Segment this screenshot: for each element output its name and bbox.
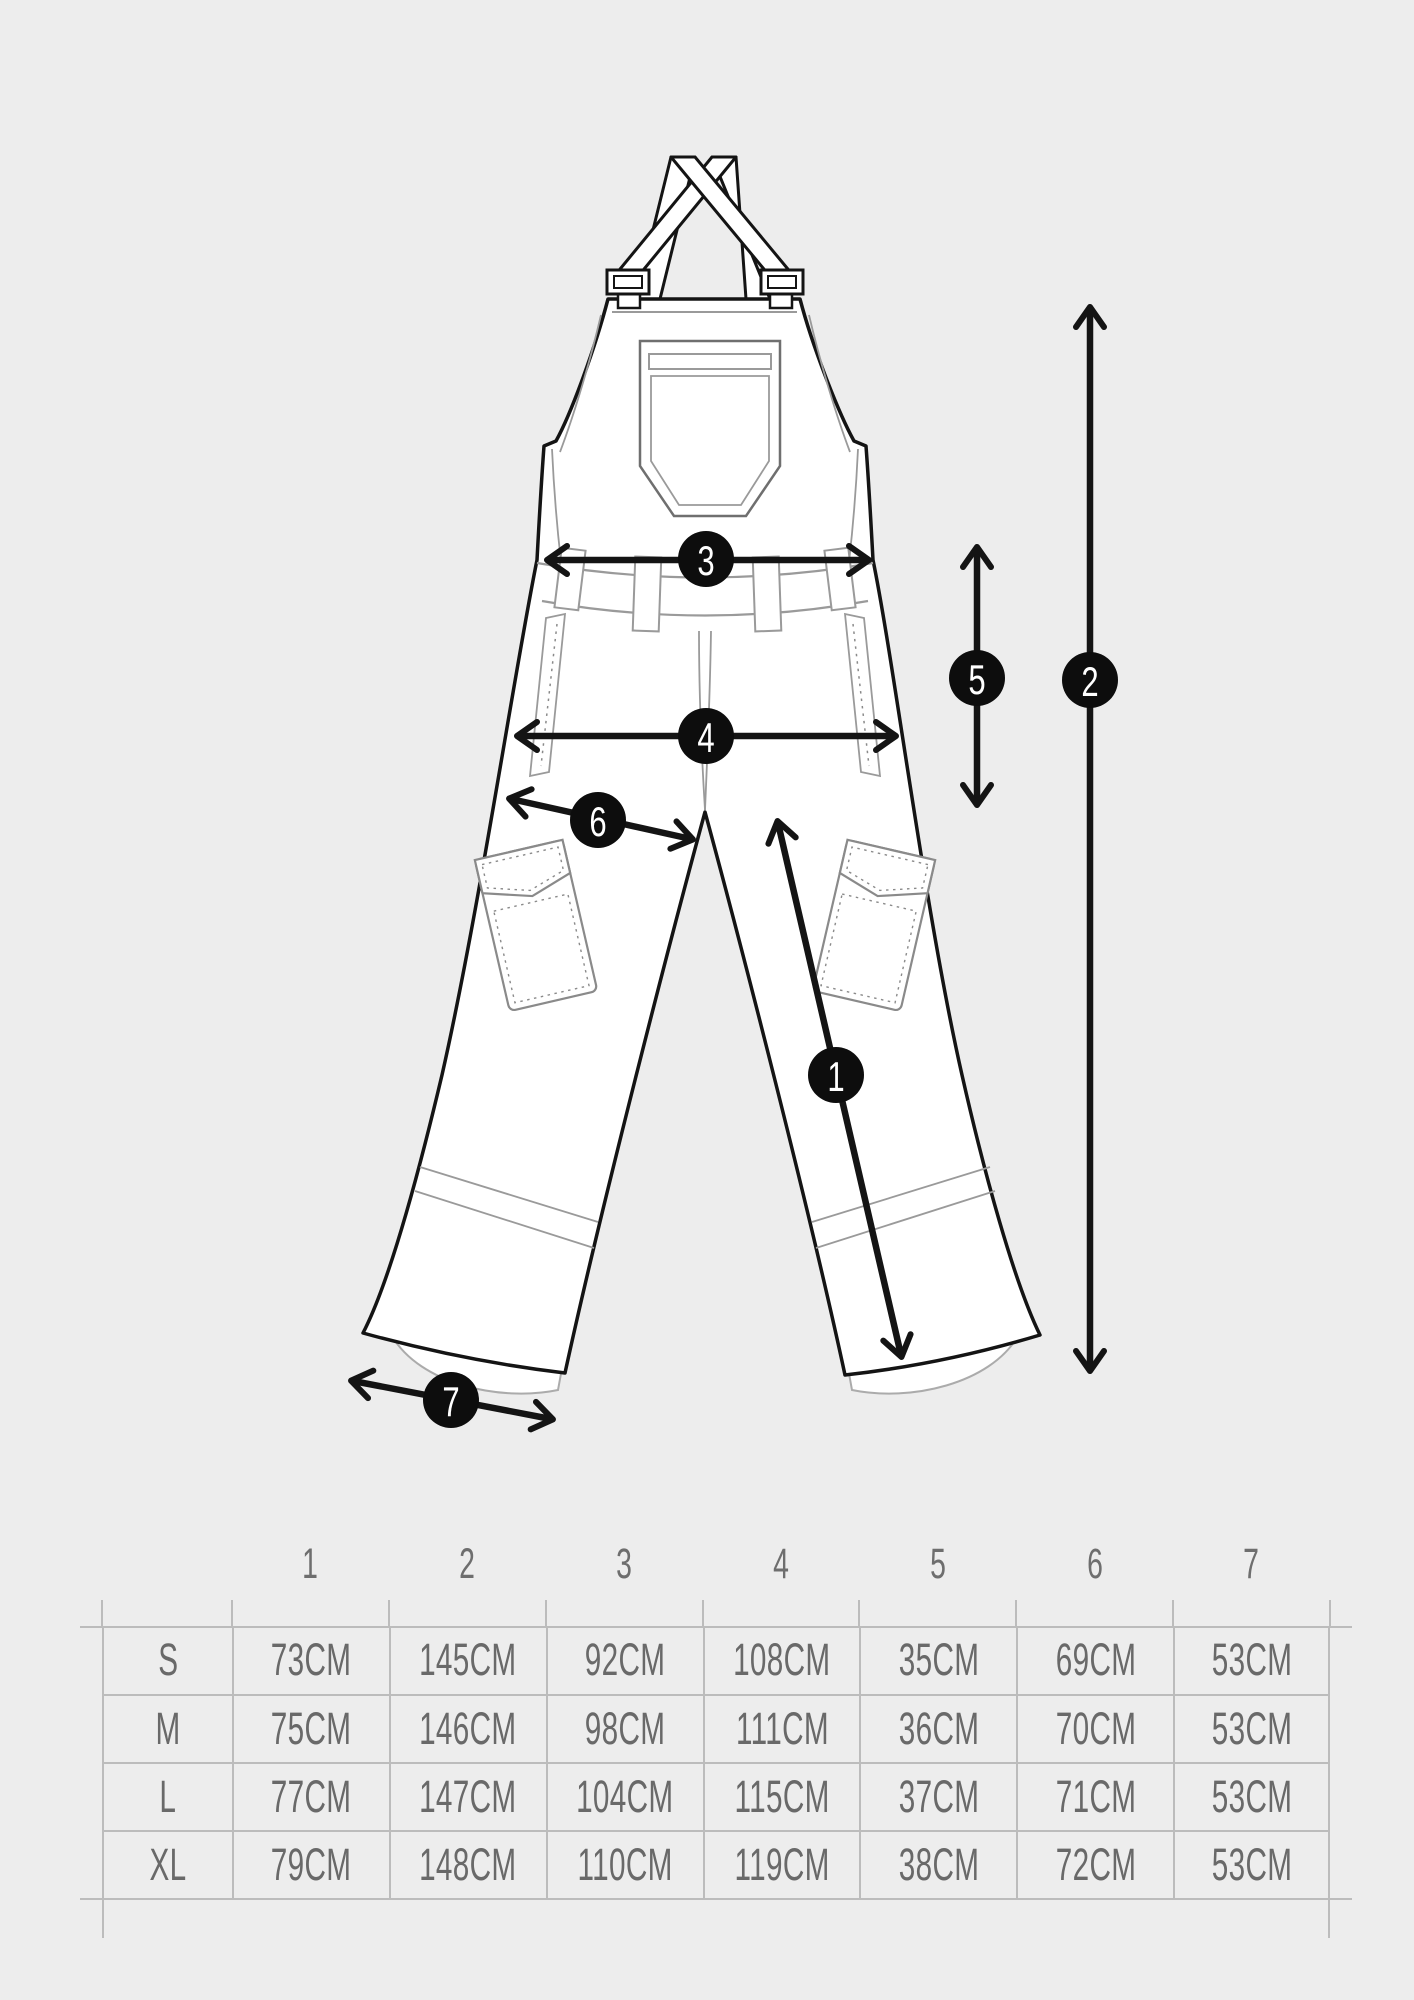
table-header-cell: [232, 1520, 389, 1626]
measurement-cell: [1173, 1762, 1330, 1830]
measurement-cell: [546, 1762, 703, 1830]
measurement-cell: [1016, 1626, 1173, 1694]
measurement-cell: [232, 1762, 389, 1830]
measurement-value: 108CM: [733, 1634, 831, 1685]
measurement-value: 53CM: [1211, 1771, 1292, 1822]
measurement-value: 79CM: [271, 1839, 352, 1890]
measurement-value: 73CM: [271, 1634, 352, 1685]
table-header-cell: [102, 1520, 232, 1626]
size-label-cell: [102, 1830, 232, 1898]
measurement-value: 53CM: [1211, 1839, 1292, 1890]
measurement-value: 92CM: [584, 1634, 666, 1685]
callout-badge-5: [949, 650, 1005, 706]
size-label: XL: [149, 1839, 187, 1890]
table-header-cell: [859, 1520, 1016, 1626]
measurement-cell: [859, 1830, 1016, 1898]
measurement-value: 147CM: [419, 1771, 517, 1822]
table-header-label: 3: [616, 1539, 633, 1588]
measurement-cell: [1016, 1762, 1173, 1830]
measurement-cell: [546, 1626, 703, 1694]
table-header-cell: [1173, 1520, 1330, 1626]
size-label: S: [157, 1634, 179, 1685]
measurement-cell: [389, 1830, 546, 1898]
table-header-rule: [80, 1626, 1352, 1628]
measurement-cell: [859, 1762, 1016, 1830]
measurement-cell: [232, 1626, 389, 1694]
measurement-cell: [389, 1694, 546, 1762]
callout-number: 2: [1081, 658, 1099, 706]
table-header-cell: [546, 1520, 703, 1626]
measurement-cell: [703, 1626, 860, 1694]
measurement-cell: [389, 1626, 546, 1694]
callout-badge-1: [808, 1047, 864, 1103]
table-header-cell: [703, 1520, 860, 1626]
callout-number: 5: [968, 656, 986, 704]
measurement-value: 70CM: [1055, 1703, 1136, 1754]
callout-badge-7: [423, 1372, 479, 1428]
measurement-cell: [546, 1694, 703, 1762]
size-table: [102, 1520, 1330, 1950]
callout-badge-3: [678, 531, 734, 587]
measurement-cell: [232, 1694, 389, 1762]
measurement-value: 35CM: [898, 1634, 980, 1685]
measurement-cell: [1016, 1830, 1173, 1898]
callout-number: 1: [827, 1053, 845, 1101]
size-label-cell: [102, 1762, 232, 1830]
measurement-value: 38CM: [898, 1839, 980, 1890]
table-header-label: 5: [929, 1539, 946, 1588]
callout-badge-2: [1062, 652, 1118, 708]
measurement-value: 53CM: [1211, 1634, 1292, 1685]
measurement-value: 104CM: [576, 1771, 674, 1822]
measurement-value: 53CM: [1211, 1703, 1292, 1754]
measurement-value: 37CM: [898, 1771, 980, 1822]
measurement-value: 146CM: [419, 1703, 517, 1754]
callout-number: 3: [697, 537, 715, 585]
measurement-value: 71CM: [1055, 1771, 1136, 1822]
measurement-value: 111CM: [735, 1703, 829, 1754]
callout-number: 7: [442, 1378, 460, 1426]
callout-number: 4: [697, 714, 715, 762]
measurement-value: 148CM: [419, 1839, 517, 1890]
measurement-cell: [232, 1830, 389, 1898]
table-left-edge-stub: [102, 1900, 104, 1938]
table-header-cell: [389, 1520, 546, 1626]
measurement-value: 110CM: [577, 1839, 673, 1890]
size-label-cell: [102, 1626, 232, 1694]
measurement-value: 36CM: [898, 1703, 980, 1754]
measurement-cell: [546, 1830, 703, 1898]
table-header-label: 6: [1086, 1539, 1103, 1588]
size-label: L: [159, 1771, 177, 1822]
measurement-value: 72CM: [1055, 1839, 1136, 1890]
table-header-label: 2: [459, 1539, 476, 1588]
measurement-value: 145CM: [419, 1634, 517, 1685]
size-label: M: [155, 1703, 181, 1754]
measurement-value: 119CM: [734, 1839, 830, 1890]
measurement-cell: [1016, 1694, 1173, 1762]
size-table-grid: [102, 1520, 1330, 1898]
callout-number: 6: [589, 798, 607, 846]
measurement-cell: [1173, 1830, 1330, 1898]
measurement-value: 75CM: [271, 1703, 352, 1754]
measurement-value: 98CM: [584, 1703, 666, 1754]
table-header-label: 4: [772, 1539, 790, 1588]
measurement-cell: [859, 1626, 1016, 1694]
table-bottom-rule: [80, 1898, 1352, 1900]
measurement-cell: [1173, 1694, 1330, 1762]
measurement-cell: [1173, 1626, 1330, 1694]
measurement-cell: [703, 1762, 860, 1830]
measurement-value: 69CM: [1055, 1634, 1136, 1685]
table-right-edge-stub: [1328, 1900, 1330, 1938]
chest-pocket: [640, 341, 780, 516]
table-header-label: 1: [302, 1539, 319, 1588]
measurement-cell: [703, 1694, 860, 1762]
table-header-label: 7: [1243, 1539, 1260, 1588]
measurement-value: 77CM: [271, 1771, 352, 1822]
measurement-cell: [703, 1830, 860, 1898]
callout-badge-4: [678, 708, 734, 764]
callout-badge-6: [570, 792, 626, 848]
size-label-cell: [102, 1694, 232, 1762]
table-header-cell: [1016, 1520, 1173, 1626]
measurement-cell: [389, 1762, 546, 1830]
measurement-value: 115CM: [734, 1771, 830, 1822]
measurement-cell: [859, 1694, 1016, 1762]
